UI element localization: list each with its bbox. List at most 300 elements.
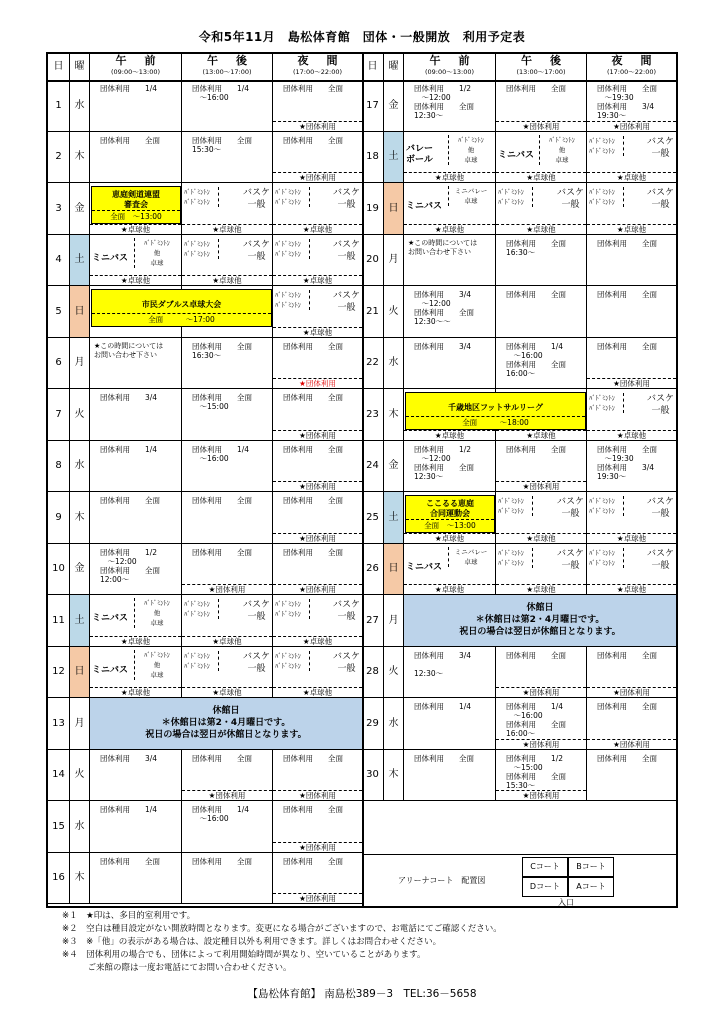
- cell-am: [90, 595, 182, 646]
- takkyu-label: ★卓球他: [90, 636, 181, 646]
- cell-am-text: 団体利用 1/4: [100, 805, 158, 814]
- cell-nt-text: 団体利用 全面: [597, 341, 657, 351]
- basketball-label: バスケ: [646, 548, 674, 559]
- day-number: 16: [48, 853, 70, 904]
- weekday: 火: [70, 389, 90, 440]
- badminton-label: ﾊﾞﾄﾞﾐﾝﾄﾝ: [184, 239, 210, 248]
- badminton-label: ﾊﾞﾄﾞﾐﾝﾄﾝ: [589, 497, 615, 505]
- cell-pm: [182, 338, 273, 389]
- cell-nt-text: 団体利用 全面: [597, 753, 657, 763]
- inquiry-note: ★この時間については お問い合わせ下さい: [408, 238, 478, 256]
- badminton-label: ﾊﾞﾄﾞﾐﾝﾄﾝ: [144, 238, 170, 247]
- cell-am: [404, 132, 496, 183]
- header-night-time: (17:00～22:00): [606, 68, 657, 76]
- cell-pm: [182, 595, 273, 646]
- event-doubles: [91, 289, 272, 327]
- weekday: 木: [70, 853, 90, 904]
- cell-nt: [273, 235, 362, 286]
- cell-am: [404, 286, 496, 337]
- minivolley-label: ミニバレー: [454, 547, 488, 556]
- cell-nt: [273, 286, 362, 337]
- basketball-label: バスケ: [646, 136, 674, 147]
- header-am: [404, 54, 496, 80]
- basketball-label: バスケ: [646, 497, 674, 507]
- cell-am: [404, 338, 496, 389]
- basketball-general: [243, 651, 270, 675]
- takkyu-label: ★卓球他: [587, 533, 676, 543]
- cell-pm: [182, 441, 273, 492]
- cell-am-text: 団体利用 3/4 ～12:00 団体利用 全面 12:30～～: [414, 290, 474, 326]
- cell-nt-text: 団体利用 全面: [283, 753, 343, 763]
- badminton-label: ﾊﾞﾄﾞﾐﾝﾄﾝ: [275, 291, 301, 299]
- header-night: [273, 54, 362, 80]
- weekday: 日: [384, 183, 404, 234]
- day-number: 8: [48, 441, 70, 492]
- cell-pm-text: 団体利用 1/2 ～15:00 団体利用 全面 15:30～: [506, 753, 566, 790]
- cell-am: [90, 544, 182, 595]
- badminton-label: ﾊﾞﾄﾞﾐﾝﾄﾝ: [275, 661, 301, 670]
- header-am: [90, 54, 182, 80]
- dantai-star-label: ★団体利用: [587, 378, 676, 388]
- day-number: 5: [48, 286, 70, 337]
- minivolley-takkyu: [448, 547, 493, 567]
- general-label: 一般: [561, 200, 580, 210]
- day-number: 14: [48, 750, 70, 801]
- table-row: [48, 853, 362, 905]
- court-c: Cコート: [522, 857, 568, 877]
- header-pm-label: 午後: [207, 54, 265, 67]
- table-row: [362, 132, 676, 184]
- badminton-label: ﾊﾞﾄﾞﾐﾝﾄﾝ: [498, 188, 524, 196]
- basketball-label: バスケ: [332, 651, 360, 662]
- weekday: 木: [384, 750, 404, 801]
- badminton-label: ﾊﾞﾄﾞﾐﾝﾄﾝ: [275, 249, 301, 258]
- weekday: 火: [70, 750, 90, 801]
- cell-am: [404, 441, 496, 492]
- closed-line1: ＊休館日は第2・4月曜日です。: [161, 718, 291, 729]
- header-pm: [182, 54, 273, 80]
- dantai-star-label: ★団体利用: [273, 584, 362, 594]
- day-number: 29: [362, 698, 384, 749]
- takkyu-label: ★卓球他: [496, 224, 586, 234]
- general-label: 一般: [651, 560, 670, 571]
- cell-am: [90, 492, 182, 543]
- event-title: 恵庭剣道連盟 審査会: [112, 190, 160, 209]
- cell-am-text: 団体利用 1/4: [100, 444, 158, 454]
- cell-nt: [587, 492, 676, 543]
- cell-pm-text: 団体利用 全面: [506, 650, 566, 660]
- general-label: 一般: [247, 612, 266, 622]
- basketball-label: バスケ: [242, 651, 270, 662]
- basketball-general: [333, 651, 360, 675]
- takkyu-label: ★卓球他: [90, 275, 181, 285]
- table-row: [48, 441, 362, 493]
- takkyu-label: ★卓球他: [404, 224, 495, 234]
- day-number: 11: [48, 595, 70, 646]
- closed-notice: [90, 698, 362, 749]
- event-time: 全面 ～13:00: [406, 519, 494, 531]
- cell-nt: [273, 389, 362, 440]
- badminton-column: [589, 496, 624, 516]
- basketball-label: バスケ: [646, 394, 674, 404]
- cell-nt-text: 団体利用 全面: [283, 805, 343, 814]
- cell-pm-text: 団体利用 全面 15:30～: [192, 135, 252, 154]
- cell-am-text: 団体利用 全面: [100, 856, 160, 866]
- cell-nt: [587, 647, 676, 698]
- takkyu-label: ★卓球他: [496, 533, 586, 543]
- cell-nt-text: 団体利用 全面: [283, 856, 343, 866]
- closed-title: 休館日: [212, 706, 240, 717]
- cell-pm: [182, 80, 273, 131]
- header-pm-label: 午後: [521, 54, 579, 67]
- takkyu-label: ★卓球他: [273, 327, 362, 337]
- cell-nt: [273, 338, 362, 389]
- day-number: 15: [48, 801, 70, 852]
- takkyu-label: ★卓球他: [90, 224, 181, 234]
- table-row: [362, 441, 676, 493]
- cell-nt-text: 団体利用 全面: [283, 393, 343, 402]
- weekday: 月: [70, 338, 90, 389]
- takkyu-label: ★卓球他: [404, 533, 495, 543]
- day-number: 18: [362, 132, 384, 183]
- takkyu-sub-label: 卓球: [464, 557, 478, 566]
- weekday: 土: [384, 132, 404, 183]
- badminton-column: [184, 651, 219, 671]
- minivolley-takkyu: [448, 186, 493, 206]
- cell-pm-text: 団体利用 全面: [192, 496, 252, 505]
- badminton-ta-takkyu: [134, 598, 179, 628]
- badminton-label: ﾊﾞﾄﾞﾐﾝﾄﾝ: [184, 661, 210, 670]
- minibasu-label: ミニバス: [92, 613, 129, 624]
- cell-nt: [273, 595, 362, 646]
- schedule-left-half: [48, 54, 364, 906]
- table-header: [48, 54, 362, 82]
- general-label: 一般: [247, 200, 266, 210]
- day-number: 17: [362, 80, 384, 131]
- badminton-ta-takkyu: [539, 135, 584, 165]
- event-kokoro: [405, 495, 495, 533]
- badminton-column: [498, 548, 533, 568]
- basketball-general: [243, 239, 270, 263]
- minivolley-label: ミニバレー: [454, 187, 488, 195]
- day-number: 12: [48, 647, 70, 698]
- day-number: 13: [48, 698, 70, 749]
- table-row: [48, 132, 362, 184]
- takkyu-sub-label: 卓球: [150, 619, 164, 627]
- table-row: [48, 80, 362, 132]
- takkyu-label: ★卓球他: [273, 687, 362, 697]
- takkyu-label: ★卓球他: [587, 584, 676, 594]
- general-label: 一般: [651, 200, 670, 210]
- cell-am: [90, 132, 182, 183]
- weekday: 水: [70, 801, 90, 852]
- minibasu-label: ミニバス: [92, 665, 129, 676]
- weekday: 土: [70, 235, 90, 286]
- event-time: 全面 ～18:00: [406, 416, 585, 428]
- weekday: 金: [70, 183, 90, 234]
- badminton-column: [184, 187, 219, 207]
- day-number: 23: [362, 389, 384, 440]
- cell-am: [90, 801, 182, 852]
- cell-pm-text: 団体利用 1/4 ～16:00: [192, 805, 250, 823]
- takkyu-sub-label: 卓球: [464, 155, 478, 164]
- cell-pm: [496, 647, 587, 698]
- cell-pm: [496, 544, 587, 595]
- cell-am: [90, 389, 182, 440]
- dantai-star-label: ★団体利用: [496, 790, 586, 800]
- header-day: 日: [362, 54, 384, 80]
- cell-pm: [496, 286, 587, 337]
- badminton-label: ﾊﾞﾄﾞﾐﾝﾄﾝ: [275, 239, 301, 248]
- badminton-label: ﾊﾞﾄﾞﾐﾝﾄﾝ: [184, 610, 210, 618]
- badminton-label: ﾊﾞﾄﾞﾐﾝﾄﾝ: [275, 188, 301, 196]
- cell-am: [404, 80, 496, 131]
- dantai-star-label: ★団体利用: [496, 481, 586, 491]
- header-night-time: (17:00～22:00): [292, 68, 343, 76]
- cell-pm-text: 団体利用 全面: [192, 547, 252, 557]
- day-number: 22: [362, 338, 384, 389]
- badminton-label: ﾊﾞﾄﾞﾐﾝﾄﾝ: [589, 198, 615, 206]
- table-row: [48, 389, 362, 441]
- basketball-general: [647, 393, 674, 417]
- ta-label: 他: [153, 609, 161, 617]
- event-futsal: [405, 392, 586, 430]
- cell-pm-text: 団体利用 全面 ～15:00: [192, 393, 252, 411]
- cell-nt: [273, 80, 362, 131]
- cell-pm-text: 団体利用 1/4 ～16:00 団体利用 全面 16:00～: [506, 702, 566, 738]
- weekday: 日: [70, 286, 90, 337]
- basketball-general: [647, 136, 674, 160]
- basketball-general: [647, 548, 674, 572]
- cell-pm: [496, 698, 587, 749]
- cell-am: [90, 338, 182, 389]
- table-row: [48, 286, 362, 338]
- badminton-label: ﾊﾞﾄﾞﾐﾝﾄﾝ: [184, 188, 210, 196]
- general-label: 一般: [247, 663, 266, 674]
- minibasu-label: ミニバス: [92, 253, 129, 264]
- weekday: 火: [384, 647, 404, 698]
- cell-pm: [182, 235, 273, 286]
- cell-nt: [587, 132, 676, 183]
- header-night: [587, 54, 676, 80]
- badminton-label: ﾊﾞﾄﾞﾐﾝﾄﾝ: [589, 146, 615, 155]
- header-day: 日: [48, 54, 70, 80]
- cell-pm-text: 団体利用 1/4 ～16:00: [192, 84, 250, 102]
- header-pm-time: (13:00～17:00): [516, 68, 566, 76]
- badminton-ta-takkyu: [448, 135, 493, 165]
- cell-am-text: 団体利用 1/4: [100, 84, 158, 93]
- cell-pm-text: 団体利用 1/4 ～16:00: [192, 444, 250, 463]
- table-row: [48, 750, 362, 802]
- table-row: [48, 183, 362, 235]
- takkyu-label: ★卓球他: [404, 172, 495, 182]
- badminton-label: ﾊﾞﾄﾞﾐﾝﾄﾝ: [275, 600, 301, 608]
- table-row: [48, 235, 362, 287]
- cell-pm-text: 団体利用 全面: [506, 84, 566, 93]
- header-am-label: 午前: [429, 54, 488, 67]
- badminton-label: ﾊﾞﾄﾞﾐﾝﾄﾝ: [589, 404, 615, 412]
- cell-am: [90, 647, 182, 698]
- day-number: 7: [48, 389, 70, 440]
- cell-pm-text: 団体利用 全面 16:30～: [506, 238, 566, 257]
- cell-nt: [587, 80, 676, 131]
- badminton-label: ﾊﾞﾄﾞﾐﾝﾄﾝ: [275, 198, 301, 206]
- badminton-label: ﾊﾞﾄﾞﾐﾝﾄﾝ: [589, 188, 615, 196]
- badminton-column: [275, 290, 310, 310]
- takkyu-label: ★卓球他: [182, 275, 272, 285]
- weekday: 水: [70, 441, 90, 492]
- takkyu-label: ★卓球他: [273, 636, 362, 646]
- general-label: 一般: [651, 148, 670, 159]
- table-row: [48, 595, 362, 647]
- basketball-general: [333, 187, 360, 211]
- cell-am-text: 団体利用 全面: [414, 753, 474, 763]
- cell-pm-text: 団体利用 全面 16:30～: [192, 341, 252, 360]
- badminton-label: ﾊﾞﾄﾞﾐﾝﾄﾝ: [549, 135, 575, 144]
- cell-pm: [496, 235, 587, 286]
- weekday: 木: [70, 132, 90, 183]
- weekday: 火: [384, 286, 404, 337]
- cell-nt: [587, 544, 676, 595]
- general-label: 一般: [337, 303, 356, 313]
- general-label: 一般: [651, 509, 670, 519]
- minibasu-label: ミニバス: [406, 201, 443, 212]
- event-kenjutsu: [91, 186, 181, 224]
- basketball-label: バスケ: [242, 600, 270, 610]
- badminton-column: [184, 239, 219, 259]
- closed-line2: 祝日の場合は翌日が休館日となります。: [459, 627, 621, 638]
- cell-am: [90, 80, 182, 131]
- event-title: 市民ダブルス卓球大会: [141, 300, 222, 309]
- cell-am: [404, 235, 496, 286]
- cell-nt-text: 団体利用 全面: [597, 650, 657, 660]
- takkyu-label: ★卓球他: [273, 275, 362, 285]
- day-number: 27: [362, 595, 384, 646]
- basketball-label: バスケ: [332, 239, 360, 250]
- takkyu-label: ★卓球他: [587, 172, 676, 182]
- header-weekday: 曜: [384, 54, 404, 80]
- cell-am-text: 団体利用 1/4: [414, 702, 472, 711]
- day-number: 20: [362, 235, 384, 286]
- takkyu-label: ★卓球他: [587, 430, 676, 440]
- header-weekday: 曜: [70, 54, 90, 80]
- cell-pm: [182, 801, 273, 852]
- cell-nt-text: 団体利用 全面: [283, 496, 343, 505]
- cell-pm-text: 団体利用 1/4 ～16:00 団体利用 全面 16:00～: [506, 341, 566, 378]
- table-header-right: [362, 54, 676, 82]
- cell-am-text: 団体利用 1/2 ～12:00 団体利用 全面 12:30～: [414, 444, 474, 481]
- cell-nt: [273, 132, 362, 183]
- cell-pm-text: 団体利用 全面: [506, 290, 566, 299]
- badminton-label: ﾊﾞﾄﾞﾐﾝﾄﾝ: [275, 301, 301, 309]
- basketball-label: バスケ: [332, 600, 360, 610]
- event-title: 千歳地区フットサルリーグ: [447, 403, 544, 412]
- header-pm-time: (13:00～17:00): [202, 68, 252, 76]
- court-entrance: 入口: [558, 898, 574, 907]
- table-row: [48, 544, 362, 596]
- badminton-label: ﾊﾞﾄﾞﾐﾝﾄﾝ: [589, 548, 615, 557]
- table-row: [362, 235, 676, 287]
- weekday: 木: [70, 492, 90, 543]
- day-number: 3: [48, 183, 70, 234]
- dantai-star-label: ★団体利用: [273, 430, 362, 440]
- cell-nt: [587, 389, 676, 440]
- basketball-label: バスケ: [556, 188, 584, 198]
- badminton-label: ﾊﾞﾄﾞﾐﾝﾄﾝ: [184, 651, 210, 660]
- table-row: [362, 595, 676, 647]
- general-label: 一般: [337, 251, 356, 262]
- table-row: [362, 750, 676, 802]
- dantai-star-label: ★団体利用: [273, 533, 362, 543]
- badminton-column: [589, 548, 624, 568]
- weekday: 土: [384, 492, 404, 543]
- takkyu-label: ★卓球他: [90, 687, 181, 697]
- takkyu-label: ★卓球他: [496, 172, 586, 182]
- dantai-star-label: ★団体利用: [273, 121, 362, 131]
- cell-nt: [587, 698, 676, 749]
- ta-label: 他: [467, 145, 475, 154]
- table-row: [362, 338, 676, 390]
- cell-am-text: 団体利用 全面: [100, 135, 160, 145]
- badminton-label: ﾊﾞﾄﾞﾐﾝﾄﾝ: [184, 198, 210, 206]
- weekday: 金: [384, 441, 404, 492]
- badminton-label: ﾊﾞﾄﾞﾐﾝﾄﾝ: [275, 610, 301, 618]
- badminton-column: [498, 496, 533, 516]
- cell-nt-text: 団体利用 全面 ～19:30 団体利用 3/4 19:30～: [597, 84, 657, 120]
- cell-pm-text: 団体利用 全面: [192, 856, 252, 866]
- cell-pm: [182, 853, 273, 904]
- basketball-general: [557, 187, 584, 211]
- closed-line2: 祝日の場合は翌日が休館日となります。: [145, 730, 307, 741]
- cell-nt-text: 団体利用 全面: [283, 444, 343, 454]
- cell-am: [90, 853, 182, 904]
- dantai-star-label: ★団体利用: [496, 121, 586, 131]
- dantai-star-label: ★団体利用: [182, 584, 272, 594]
- table-row: [48, 698, 362, 750]
- cell-am: [404, 183, 496, 234]
- basketball-label: バスケ: [242, 239, 270, 250]
- dantai-star-label: ★団体利用: [587, 687, 676, 697]
- badminton-column: [589, 136, 624, 156]
- ta-label: 他: [153, 248, 161, 257]
- cell-am: [90, 750, 182, 801]
- takkyu-label: ★卓球他: [587, 224, 676, 234]
- day-number: 9: [48, 492, 70, 543]
- closed-notice: [404, 595, 676, 646]
- basketball-general: [557, 496, 584, 520]
- cell-nt: [273, 801, 362, 852]
- badminton-label: ﾊﾞﾄﾞﾐﾝﾄﾝ: [184, 249, 210, 258]
- header-night-label: 夜間: [611, 54, 670, 67]
- badminton-label: ﾊﾞﾄﾞﾐﾝﾄﾝ: [589, 136, 615, 145]
- weekday: 金: [70, 544, 90, 595]
- badminton-label: ﾊﾞﾄﾞﾐﾝﾄﾝ: [144, 599, 170, 607]
- badminton-label: ﾊﾞﾄﾞﾐﾝﾄﾝ: [498, 497, 524, 505]
- badminton-label: ﾊﾞﾄﾞﾐﾝﾄﾝ: [458, 135, 484, 144]
- cell-nt: [273, 544, 362, 595]
- takkyu-sub-label: 卓球: [150, 670, 164, 679]
- cell-am-text: 団体利用 3/4: [414, 341, 472, 351]
- basketball-label: バスケ: [556, 497, 584, 507]
- dantai-star-label: ★団体利用: [273, 842, 362, 852]
- weekday: 月: [70, 698, 90, 749]
- closed-line1: ＊休館日は第2・4月曜日です。: [475, 615, 605, 626]
- cell-nt-text: 団体利用 全面: [283, 135, 343, 145]
- table-row: [362, 647, 676, 699]
- table-row: [362, 183, 676, 235]
- general-label: 一般: [337, 612, 356, 622]
- cell-pm: [496, 338, 587, 389]
